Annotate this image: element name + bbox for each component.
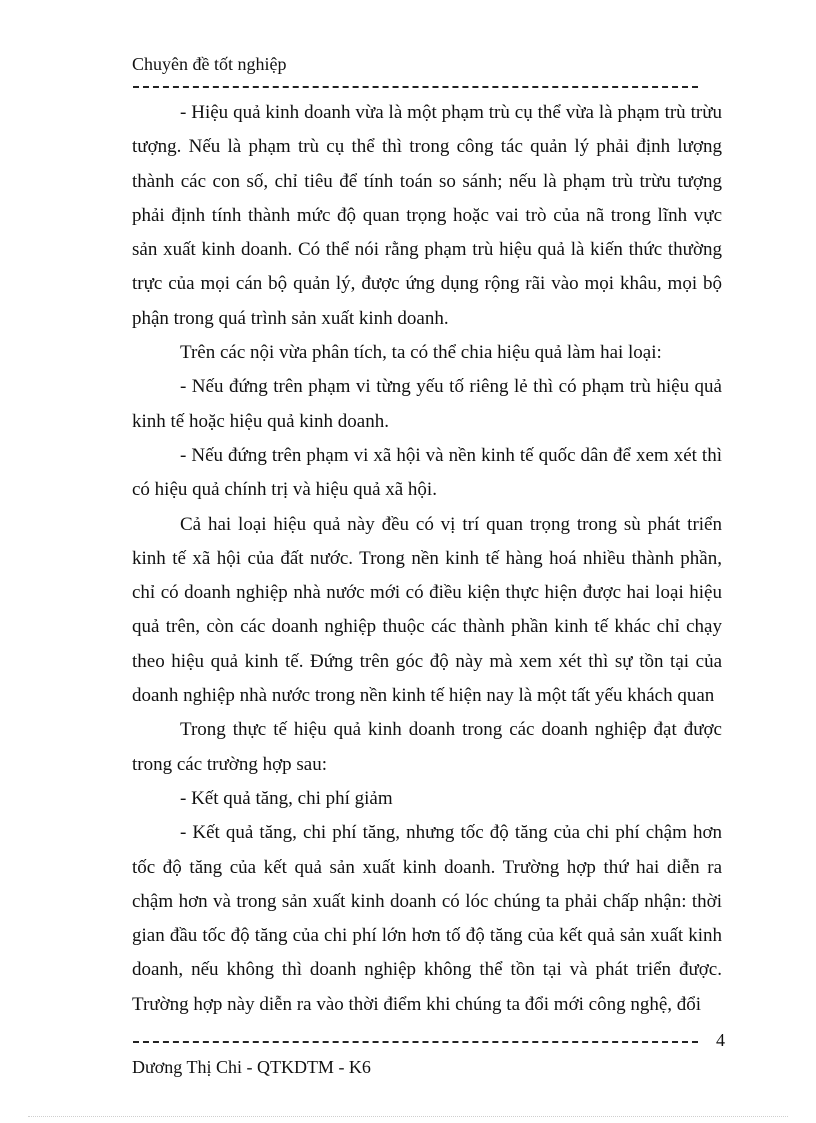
paragraph: - Kết quả tăng, chi phí tăng, nhưng tốc độ tăng của chi phí chậm hơn tốc độ tăng của kết quả sản xuất kinh doanh. Trường hợp thứ hai diễn ra chậm hơn và trong sản xuất kinh doanh có lóc chúng ta phải chấp nhận: thời gian đầu tốc độ tăng của chi phí lớn hơn tố độ tăng của kết quả sản xuất kinh doanh, nếu không thì doanh nghiệp không thể tồn tại và phát triển được. Trường hợp này diễn ra vào thời điểm khi chúng ta đổi mới công nghệ, đổi [132,822,722,1015]
header-divider [133,86,698,88]
page-number: 4 [716,1030,725,1050]
footer-divider [133,1041,698,1043]
document-body [132,96,722,1022]
paragraph: - Nếu đứng trên phạm vi từng yếu tố riêng lẻ thì có phạm trù hiệu quả kinh tế hoặc hiệu quả kinh doanh. [132,376,722,432]
page-bottom-edge [28,1116,788,1117]
paragraph: - Kết quả tăng, chi phí giảm [180,787,393,809]
document-header-title: Chuyên đề tốt nghiệp [132,54,287,74]
paragraph: Trong thực tế hiệu quả kinh doanh trong các doanh nghiệp đạt được trong các trường hợp sau: [132,719,722,775]
paragraph: - Hiệu quả kinh doanh vừa là một phạm trù cụ thể vừa là phạm trù trừu tượng. Nếu là phạm trù cụ thể thì trong công tác quản lý phải định lượng thành các con số, chỉ tiêu để tính toán so sánh; nếu là phạm trù trừu tượng phải định tính thành mức độ quan trọng hoặc vai trò của nã trong lĩnh vực sản xuất kinh doanh. Có thể nói rằng phạm trù hiệu quả là kiến thức thường trực của mọi cán bộ quản lý, được ứng dụng rộng rãi vào mọi khâu, mọi bộ phận trong quá trình sản xuất kinh doanh. [132,102,722,329]
paragraph: Cả hai loại hiệu quả này đều có vị trí quan trọng trong sù phát triển kinh tế xã hội của đất nước. Trong nền kinh tế hàng hoá nhiều thành phần, chỉ có doanh nghiệp nhà nước mới có điều kiện thực hiện được hai loại hiệu quả trên, còn các doanh nghiệp thuộc các thành phần kinh tế khác chỉ chạy theo hiệu quả kinh tế. Đứng trên góc độ này mà xem xét thì sự tồn tại của doanh nghiệp nhà nước trong nền kinh tế hiện nay là một tất yếu khách quan [132,513,722,707]
paragraph: - Nếu đứng trên phạm vi xã hội và nền kinh tế quốc dân để xem xét thì có hiệu quả chính trị và hiệu quả xã hội. [132,444,722,501]
paragraph: Trên các nội vừa phân tích, ta có thể chia hiệu quả làm hai loại: [180,342,662,364]
footer-author: Dương Thị Chi - QTKDTM - K6 [132,1057,371,1077]
